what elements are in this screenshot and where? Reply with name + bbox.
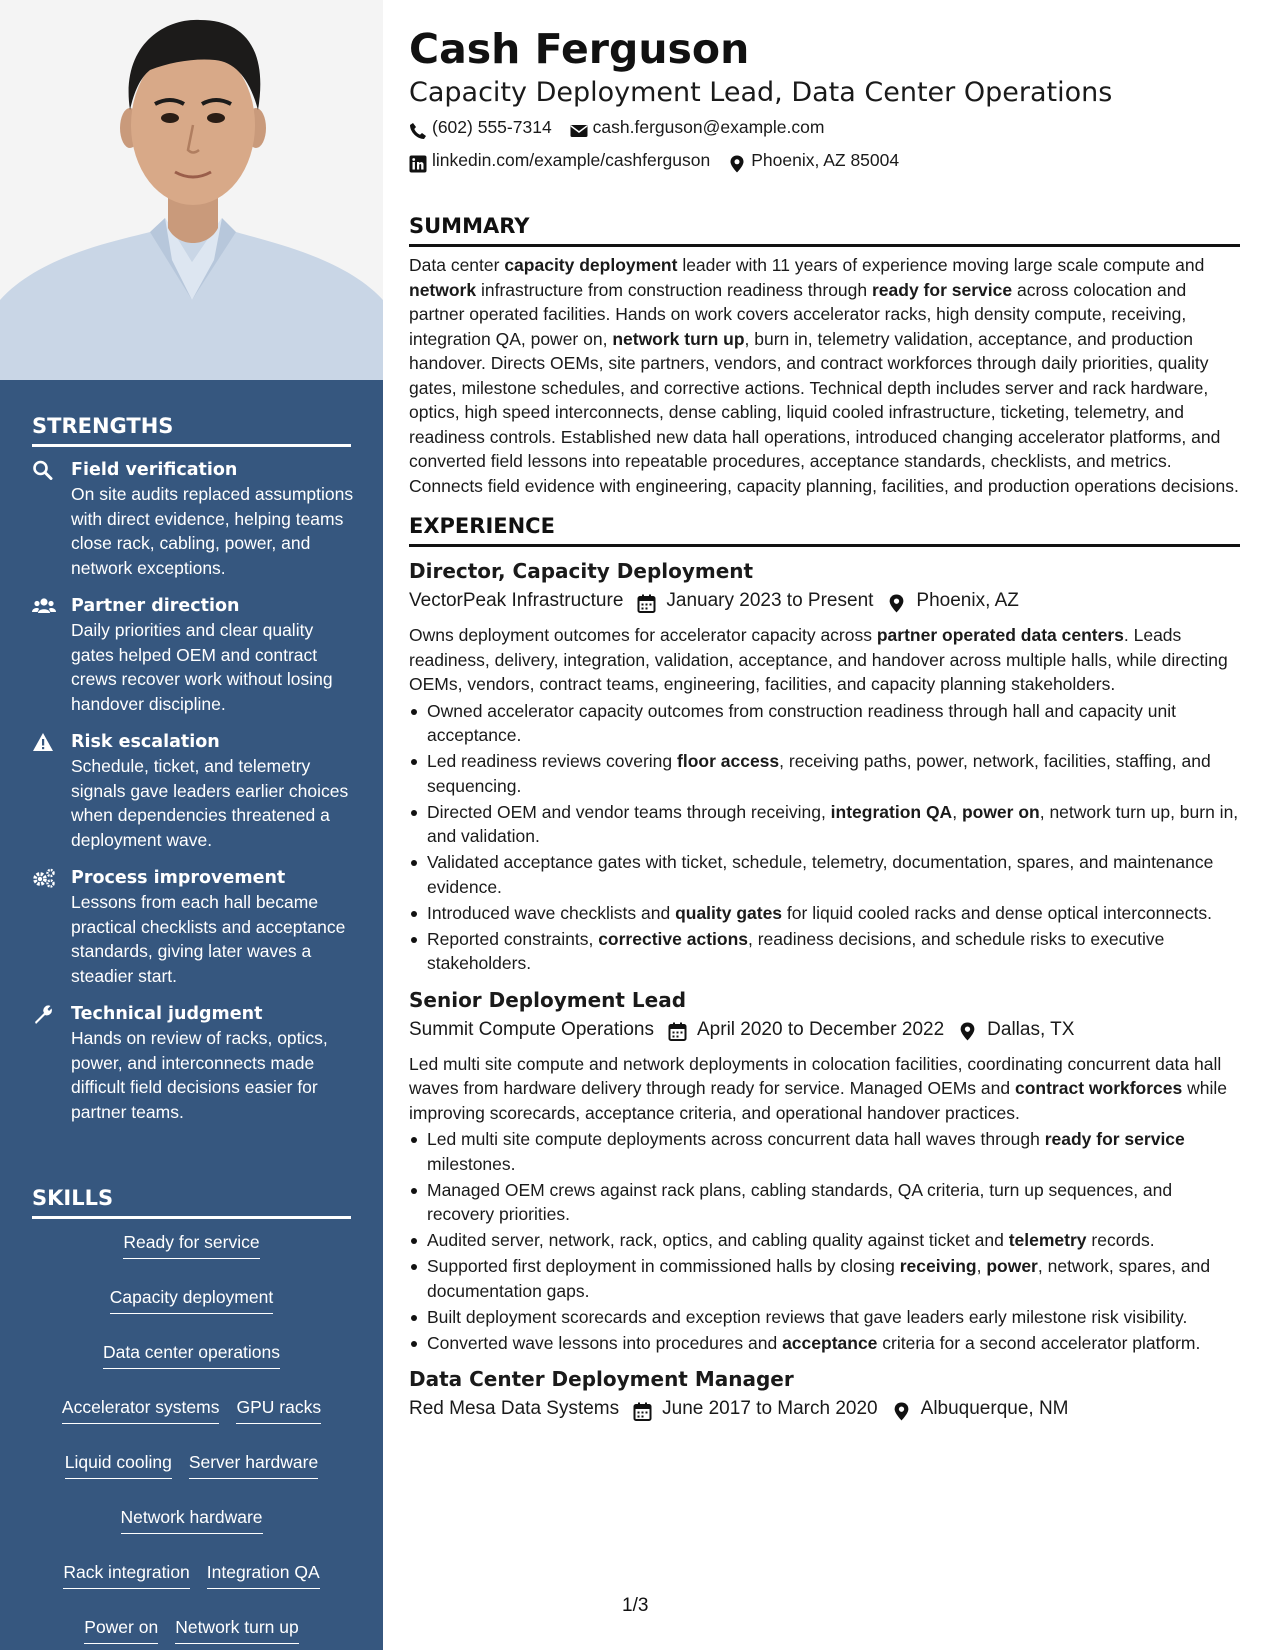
phone-icon	[409, 118, 427, 136]
skill-tag: GPU racks	[236, 1395, 321, 1424]
linkedin-item[interactable]	[409, 144, 710, 176]
bullet-item: Owned accelerator capacity outcomes from construction readiness through hall and capacity unit acceptance.	[409, 699, 1240, 748]
job-entry	[409, 1365, 1240, 1425]
bullet-item: Reported constraints, corrective actions, readiness decisions, and schedule risks to executive stakeholders.	[409, 927, 1240, 976]
email-item[interactable]	[570, 111, 825, 143]
job-description: Owns deployment outcomes for accelerator capacity across partner operated data centers. Leads readiness, delivery, integration, validation, acceptance, and handover across multiple halls, while directing OEMs, vendors, contract teams, engineering, facilities, and capacity planning stakeholders.	[409, 625, 1228, 694]
profile-photo	[0, 0, 383, 380]
users-icon	[32, 596, 56, 616]
job-location: Albuquerque, NM	[920, 1398, 1069, 1419]
strength-title: Partner direction	[71, 596, 240, 616]
bold-text: telemetry	[1008, 1230, 1087, 1250]
strength-description: Hands on review of racks, optics, power, and interconnects made difficult field decisions easier for partner teams.	[71, 1028, 328, 1122]
job-bullets	[409, 1127, 1240, 1355]
bullet-item: Introduced wave checklists and quality gates for liquid cooled racks and dense optical interconnects.	[409, 901, 1240, 926]
bold-text: acceptance	[782, 1332, 878, 1353]
calendar-icon	[633, 1400, 652, 1419]
linkedin-icon	[409, 151, 427, 169]
bold-text: integration QA	[830, 801, 953, 822]
map-marker-icon	[958, 1020, 977, 1039]
job-title: Data Center Deployment Manager	[409, 1367, 794, 1391]
job-title: Senior Deployment Lead	[409, 987, 687, 1012]
envelope-icon	[570, 118, 588, 136]
bold-text: corrective actions	[598, 928, 748, 949]
company-name: Summit Compute Operations	[409, 1018, 654, 1040]
job-description: Led multi site compute and network deployments in colocation facilities, coordinating concurrent data hall waves from hardware delivery through ready for service. Managed OEMs and contract workforces while improving scorecards, acceptance criteria, and operational handover practices.	[409, 1053, 1228, 1123]
bold-text: contract workforces	[1014, 1078, 1183, 1098]
bullet-item: Supported first deployment in commissioned halls by closing receiving, power, network, spares, and documentation gaps.	[409, 1254, 1240, 1303]
strength-item	[32, 594, 357, 716]
strength-title: Technical judgment	[71, 1004, 263, 1024]
strength-title: Field verification	[71, 460, 238, 480]
skill-tag: Power on	[84, 1615, 158, 1644]
job-dates: April 2020 to December 2022	[697, 1018, 945, 1040]
candidate-title: Capacity Deployment Lead, Data Center Operations	[409, 77, 1113, 108]
bold-text: receiving	[899, 1256, 977, 1276]
email-text: cash.ferguson@example.com	[592, 117, 825, 137]
bullet-item: Led readiness reviews covering floor access, receiving paths, power, network, facilities, staffing, and sequencing.	[409, 749, 1240, 798]
skill-tag: Capacity deployment	[110, 1285, 273, 1314]
strength-item	[32, 1002, 357, 1124]
strength-description: Daily priorities and clear quality gates helped OEM and contract crews recover work without losing handover discipline.	[71, 620, 333, 714]
job-meta	[409, 585, 1240, 617]
bold-text: network turn up	[612, 328, 745, 349]
strength-item	[32, 458, 357, 580]
bullet-item: Led multi site compute deployments across concurrent data hall waves through ready for service milestones.	[409, 1127, 1240, 1176]
strength-title: Risk escalation	[71, 732, 220, 752]
skill-tag: Rack integration	[63, 1560, 189, 1589]
main-content	[409, 22, 1240, 1425]
bullet-item: Validated acceptance gates with ticket, schedule, telemetry, documentation, spares, and maintenance evidence.	[409, 850, 1240, 899]
page-number: 1/3	[622, 1595, 649, 1616]
phone-item[interactable]	[409, 111, 552, 143]
experience-heading: EXPERIENCE	[409, 512, 1240, 547]
skill-tag: Liquid cooling	[65, 1450, 172, 1479]
strength-description: On site audits replaced assumptions with direct evidence, helping teams close rack, cabling, power, and network exceptions.	[71, 484, 354, 578]
strengths-heading: STRENGTHS	[32, 414, 351, 447]
company-name: Red Mesa Data Systems	[409, 1398, 620, 1419]
skill-tag: Ready for service	[123, 1230, 259, 1259]
bold-text: power on	[961, 801, 1040, 822]
company-name: VectorPeak Infrastructure	[409, 590, 624, 611]
strength-description: Schedule, ticket, and telemetry signals gave leaders earlier choices when dependencies threatened a deployment wave.	[71, 756, 349, 850]
bullet-item: Audited server, network, rack, optics, and cabling quality against ticket and telemetry records.	[409, 1228, 1240, 1253]
calendar-icon	[637, 592, 656, 611]
job-dates: June 2017 to March 2020	[662, 1398, 878, 1419]
location-text: Phoenix, AZ 85004	[751, 150, 900, 170]
job-bullets	[409, 699, 1240, 976]
bold-text: ready for service	[1044, 1129, 1185, 1149]
strength-description: Lessons from each hall became practical checklists and acceptance standards, giving later waves a steadier start.	[71, 892, 346, 986]
bullet-item: Built deployment scorecards and exception reviews that gave leaders early milestone risk visibility.	[409, 1305, 1240, 1330]
strengths-list	[32, 458, 357, 1138]
bold-text: ready for service	[872, 279, 1013, 300]
job-dates: January 2023 to Present	[666, 590, 874, 611]
wrench-icon	[32, 1004, 56, 1024]
strength-item	[32, 866, 357, 988]
strength-title: Process improvement	[71, 868, 286, 888]
job-title: Director, Capacity Deployment	[409, 559, 754, 583]
warning-icon	[32, 732, 56, 752]
job-meta	[409, 1014, 1240, 1046]
skill-tag: Network turn up	[175, 1615, 299, 1644]
job-meta	[409, 1393, 1240, 1425]
bullet-item: Directed OEM and vendor teams through receiving, integration QA, power on, network turn up, burn in, and validation.	[409, 800, 1240, 849]
skill-tag: Data center operations	[103, 1340, 280, 1369]
skills-heading: SKILLS	[32, 1186, 351, 1219]
contact-row	[409, 111, 1240, 143]
skills-list	[32, 1230, 351, 1644]
cogs-icon	[32, 868, 56, 888]
bold-text: quality gates	[675, 902, 783, 923]
bullet-item: Converted wave lessons into procedures and acceptance criteria for a second accelerator platform.	[409, 1331, 1240, 1356]
candidate-name: Cash Ferguson	[409, 25, 750, 73]
summary-text: Data center capacity deployment leader with 11 years of experience moving large scale compute and network infrastructure from construction readiness through ready for service across colocation and partner operated facilities. Hands on work covers accelerator racks, high density compute, receiving, integration QA, power on, network turn up, burn in, telemetry validation, acceptance, and production handover. Directs OEMs, site partners, vendors, and contract workforces through daily priorities, quality gates, milestone schedules, and corrective actions. Technical depth includes server and rack hardware, optics, high speed interconnects, dense cabling, liquid cooled infrastructure, ticketing, telemetry, and readiness controls. Established new data hall operations, introduced changing accelerator platforms, and converted field lessons into repeatable procedures, acceptance standards, checklists, and metrics. Connects field evidence with engineering, capacity planning, facilities, and production operations decisions.	[409, 255, 1239, 496]
skill-tag: Integration QA	[207, 1560, 320, 1589]
sidebar	[0, 0, 383, 1650]
summary-heading: SUMMARY	[409, 212, 1240, 247]
map-marker-icon	[728, 151, 746, 169]
skill-tag: Server hardware	[189, 1450, 318, 1479]
map-marker-icon	[892, 1400, 911, 1419]
bold-text: capacity deployment	[504, 255, 678, 275]
linkedin-text: linkedin.com/example/cashferguson	[432, 150, 711, 170]
job-entry	[409, 986, 1240, 1356]
phone-text: (602) 555-7314	[432, 117, 552, 137]
bold-text: power	[986, 1256, 1038, 1276]
calendar-icon	[668, 1020, 687, 1039]
job-location: Dallas, TX	[987, 1018, 1075, 1040]
location-item	[728, 144, 899, 176]
skill-tag: Accelerator systems	[62, 1395, 220, 1424]
map-marker-icon	[887, 592, 906, 611]
skill-tag: Network hardware	[121, 1505, 263, 1534]
strength-item	[32, 730, 357, 852]
bullet-item: Managed OEM crews against rack plans, cabling standards, QA criteria, turn up sequences, and recovery priorities.	[409, 1178, 1240, 1227]
bold-text: network	[409, 279, 477, 300]
job-location: Phoenix, AZ	[916, 590, 1019, 611]
bold-text: floor access	[677, 751, 780, 771]
contact-row	[409, 144, 1240, 176]
search-icon	[32, 460, 56, 480]
job-entry	[409, 557, 1240, 976]
bold-text: partner operated data centers	[876, 625, 1124, 645]
